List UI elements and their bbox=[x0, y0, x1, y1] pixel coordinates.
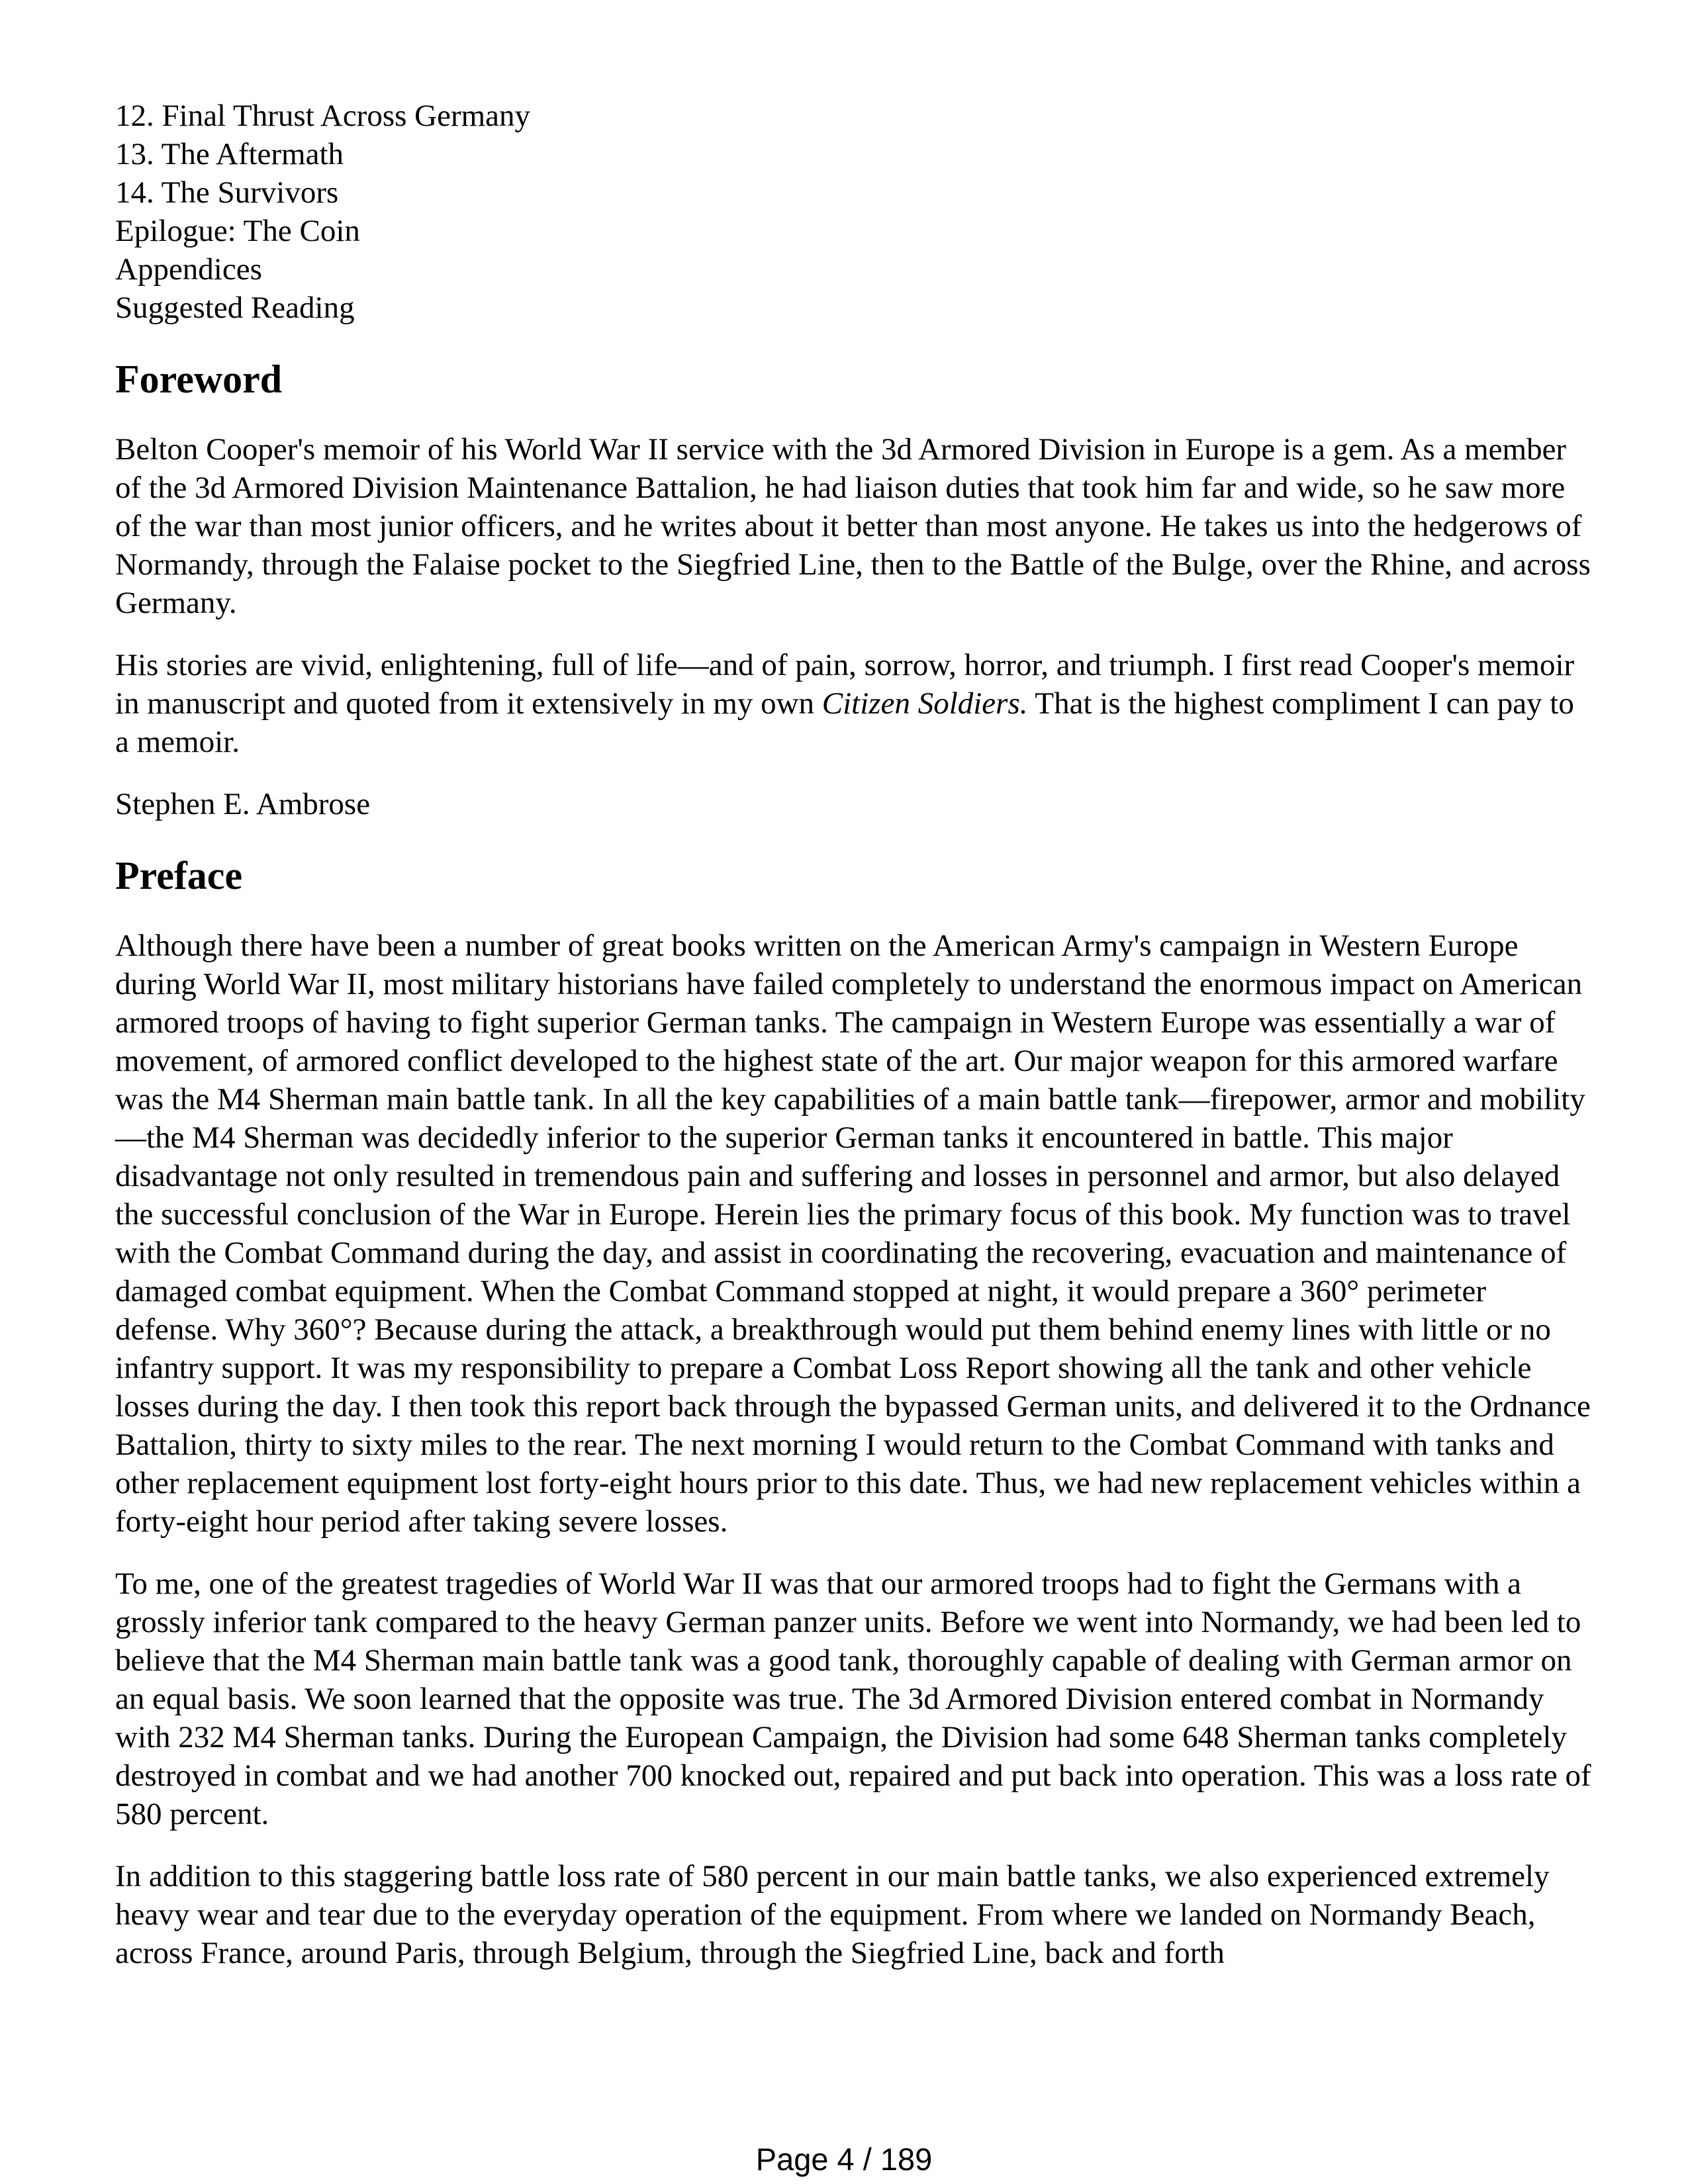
foreword-paragraph-2-text: His stories are vivid, enlightening, full of life—and of pain, sorrow, horror, and triumph. I first read Cooper's memoir in manuscript and quoted from it extensively in my own bbox=[115, 648, 1575, 721]
toc-item: 13. The Aftermath bbox=[115, 137, 344, 171]
toc-item: 12. Final Thrust Across Germany bbox=[115, 99, 531, 133]
foreword-paragraph-2-text-end: That is the highest compliment I can pay to a memoir. bbox=[115, 686, 1574, 759]
toc-item: 14. The Survivors bbox=[115, 175, 339, 210]
page-number-footer: Page 4 / 189 bbox=[755, 2142, 933, 2177]
foreword-paragraph-2 bbox=[115, 646, 1591, 761]
preface-paragraph-2: To me, one of the greatest tragedies of World War II was that our armored troops had to fight the Germans with a grossly inferior tank compared to the heavy German panzer units. Before we went into Normandy, we had been led to believe that the M4 Sherman main battle tank was a good tank, thoroughly capable of dealing with German armor on an equal basis. We soon learned that the opposite was true. The 3d Armored Division entered combat in Normandy with 232 M4 Sherman tanks. During the European Campaign, the Division had some 648 Sherman tanks completely destroyed in combat and we had another 700 knocked out, repaired and put back into operation. This was a loss rate of 580 percent. bbox=[115, 1567, 1591, 1831]
toc-item: Epilogue: The Coin bbox=[115, 214, 360, 248]
toc-item: Suggested Reading bbox=[115, 291, 355, 325]
foreword-paragraph-1: Belton Cooper's memoir of his World War II service with the 3d Armored Division in Europe is a gem. As a member of the 3d Armored Division Maintenance Battalion, he had liaison duties that took him far and wide, so he saw more of the war than most junior officers, and he writes about it better than most anyone. He takes us into the hedgerows of Normandy, through the Falaise pocket to the Siegfried Line, then to the Battle of the Bulge, over the Rhine, and across Germany. bbox=[115, 432, 1591, 620]
table-of-contents bbox=[115, 97, 1591, 327]
book-title-citizen-soldiers: Citizen Soldiers. bbox=[821, 686, 1028, 721]
preface-paragraph-1: Although there have been a number of great books written on the American Army's campaign in Western Europe during World War II, most military historians have failed completely to understand the enormous impact on American armored troops of having to fight superior German tanks. The campaign in Western Europe was essentially a war of movement, of armored conflict developed to the highest state of the art. Our major weapon for this armored warfare was the M4 Sherman main battle tank. In all the key capabilities of a main battle tank—firepower, armor and mobility—the M4 Sherman was decidedly inferior to the superior German tanks it encountered in battle. This major disadvantage not only resulted in tremendous pain and suffering and losses in personnel and armor, but also delayed the successful conclusion of the War in Europe. Herein lies the primary focus of this book. My function was to travel with the Combat Command during the day, and assist in coordinating the recovering, evacuation and maintenance of damaged combat equipment. When the Combat Command stopped at night, it would prepare a 360° perimeter defense. Why 360°? Because during the attack, a breakthrough would put them behind enemy lines with little or no infantry support. It was my responsibility to prepare a Combat Loss Report showing all the tank and other vehicle losses during the day. I then took this report back through the bypassed German units, and delivered it to the Ordnance Battalion, thirty to sixty miles to the rear. The next morning I would return to the Combat Command with tanks and other replacement equipment lost forty-eight hours prior to this date. Thus, we had new replacement vehicles within a forty-eight hour period after taking severe losses. bbox=[115, 929, 1591, 1539]
preface-paragraph-3: In addition to this staggering battle loss rate of 580 percent in our main battle tanks, we also experienced extremely heavy wear and tear due to the everyday operation of the equipment. From where we landed on Normandy Beach, across France, around Paris, through Belgium, through the Siegfried Line, back and forth bbox=[115, 1859, 1550, 1970]
foreword-signature: Stephen E. Ambrose bbox=[115, 787, 371, 821]
page-content bbox=[115, 97, 1591, 1996]
preface-heading: Preface bbox=[115, 854, 243, 897]
toc-item: Appendices bbox=[115, 252, 262, 287]
foreword-heading: Foreword bbox=[115, 357, 283, 401]
